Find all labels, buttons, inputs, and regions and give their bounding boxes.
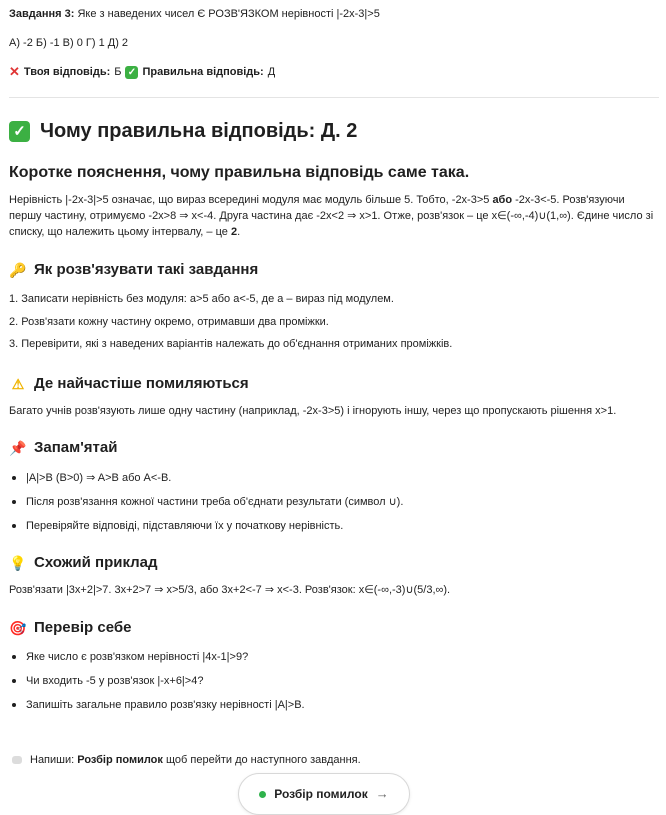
similar-title: Схожий приклад: [34, 554, 158, 571]
how-title: Як розв'язувати такі завдання: [34, 261, 259, 278]
explanation-end: .: [237, 226, 241, 238]
review-button-label: Розбір помилок: [274, 787, 368, 801]
how-heading: [9, 260, 258, 280]
task-label: Завдання 3:: [9, 8, 75, 20]
footer-suffix: щоб перейти до наступного завдання.: [165, 754, 361, 766]
remember-title: Запам'ятай: [34, 439, 118, 456]
divider: [9, 97, 659, 98]
how-step-2: 2. Розв'язати кожну частину окремо, отримавши два проміжки.: [9, 316, 329, 328]
footer-hint: [9, 752, 361, 768]
task-question: [9, 6, 380, 22]
list-item: |A|>B (B>0) ⇒ A>B або A<-B.: [9, 470, 403, 494]
your-answer-value: Б: [114, 66, 122, 78]
short-title: Коротке пояснення, чому правильна відповідь саме така.: [9, 164, 470, 181]
mistakes-heading: [9, 374, 249, 394]
status-dot-icon: [259, 791, 266, 798]
list-item: Після розв'язання кожної частини треба об'єднати результати (символ ∪).: [9, 494, 403, 518]
how-step-1: 1. Записати нерівність без модуля: a>5 або a<-5, де a – вираз під модулем.: [9, 293, 394, 305]
similar-text: Розв'язати |3x+2|>7. 3x+2>7 ⇒ x>5/3, або 3x+2<-7 ⇒ x<-3. Розв'язок: x∈(-∞,-3)∪(5/3,∞).: [9, 584, 451, 596]
correct-answer-value: Д: [267, 66, 276, 78]
remember-heading: [9, 438, 117, 458]
arrow-right-icon: →: [375, 786, 389, 801]
explanation-bold-answer: 2: [230, 226, 238, 238]
answers-row: [9, 64, 275, 80]
explanation-text-1: Нерівність |-2x-3|>5 означає, що вираз всередині модуля має модуль більше 5. Тобто, -2x-3>5: [9, 194, 493, 206]
list-item: Запишіть загальне правило розв'язку нерівності |A|>B.: [9, 697, 305, 721]
cross-icon: ✕: [9, 64, 20, 79]
how-step-3: 3. Перевірити, які з наведених варіантів належать до об'єднання отриманих проміжків.: [9, 338, 453, 350]
checkmark-icon: ✓: [125, 66, 138, 79]
mistakes-title: Де найчастіше помиляються: [34, 375, 249, 392]
correct-answer-label: Правильна відповідь:: [142, 66, 264, 78]
similar-heading: [9, 553, 158, 573]
warning-icon: ⚠: [11, 376, 25, 392]
why-heading: [9, 119, 357, 143]
task-text: Яке з наведених чисел Є РОЗВ'ЯЗКОМ нерівності |-2x-3|>5: [77, 8, 380, 20]
task-options: А) -2 Б) -1 В) 0 Г) 1 Д) 2: [9, 37, 129, 49]
speech-bubble-icon: [12, 756, 22, 764]
key-icon: 🔑: [9, 262, 27, 278]
your-answer-label: Твоя відповідь:: [23, 66, 111, 78]
list-item: Перевіряйте відповіді, підставляючи їх у початкову нерівність.: [9, 518, 403, 542]
check-heading: [9, 618, 131, 638]
target-icon: 🎯: [9, 620, 27, 636]
footer-command: Розбір помилок: [77, 754, 163, 766]
mistakes-text: Багато учнів розв'язують лише одну частину (наприклад, -2x-3>5) і ігнорують іншу, через що пропускають рішення x>1.: [9, 405, 617, 417]
explanation-bold-or: або: [492, 194, 513, 206]
review-mistakes-button[interactable]: [238, 773, 410, 815]
check-title: Перевір себе: [34, 619, 132, 636]
lightbulb-icon: 💡: [9, 555, 27, 571]
checkmark-icon: ✓: [9, 121, 30, 142]
list-item: Чи входить -5 у розв'язок |-x+6|>4?: [9, 673, 305, 697]
remember-list: [9, 470, 403, 542]
list-item: Яке число є розв'язком нерівності |4x-1|>9?: [9, 649, 305, 673]
short-explanation: [9, 192, 659, 240]
why-title: Чому правильна відповідь: Д. 2: [40, 120, 358, 142]
pushpin-icon: 📌: [9, 440, 27, 456]
check-list: [9, 649, 305, 721]
footer-prefix: Напиши:: [30, 754, 75, 766]
explanation-text-2: -2x-3<-5. Розв'язуючи першу частину, отримуємо -2x>8 ⇒ x<-4. Друга частина дає -2x<2 ⇒ x>1. Отже, розв'язок – це x∈(-∞,-4)∪(1,∞). Єдине число зі списку, що належить цьому інтервалу, – це: [9, 194, 654, 238]
